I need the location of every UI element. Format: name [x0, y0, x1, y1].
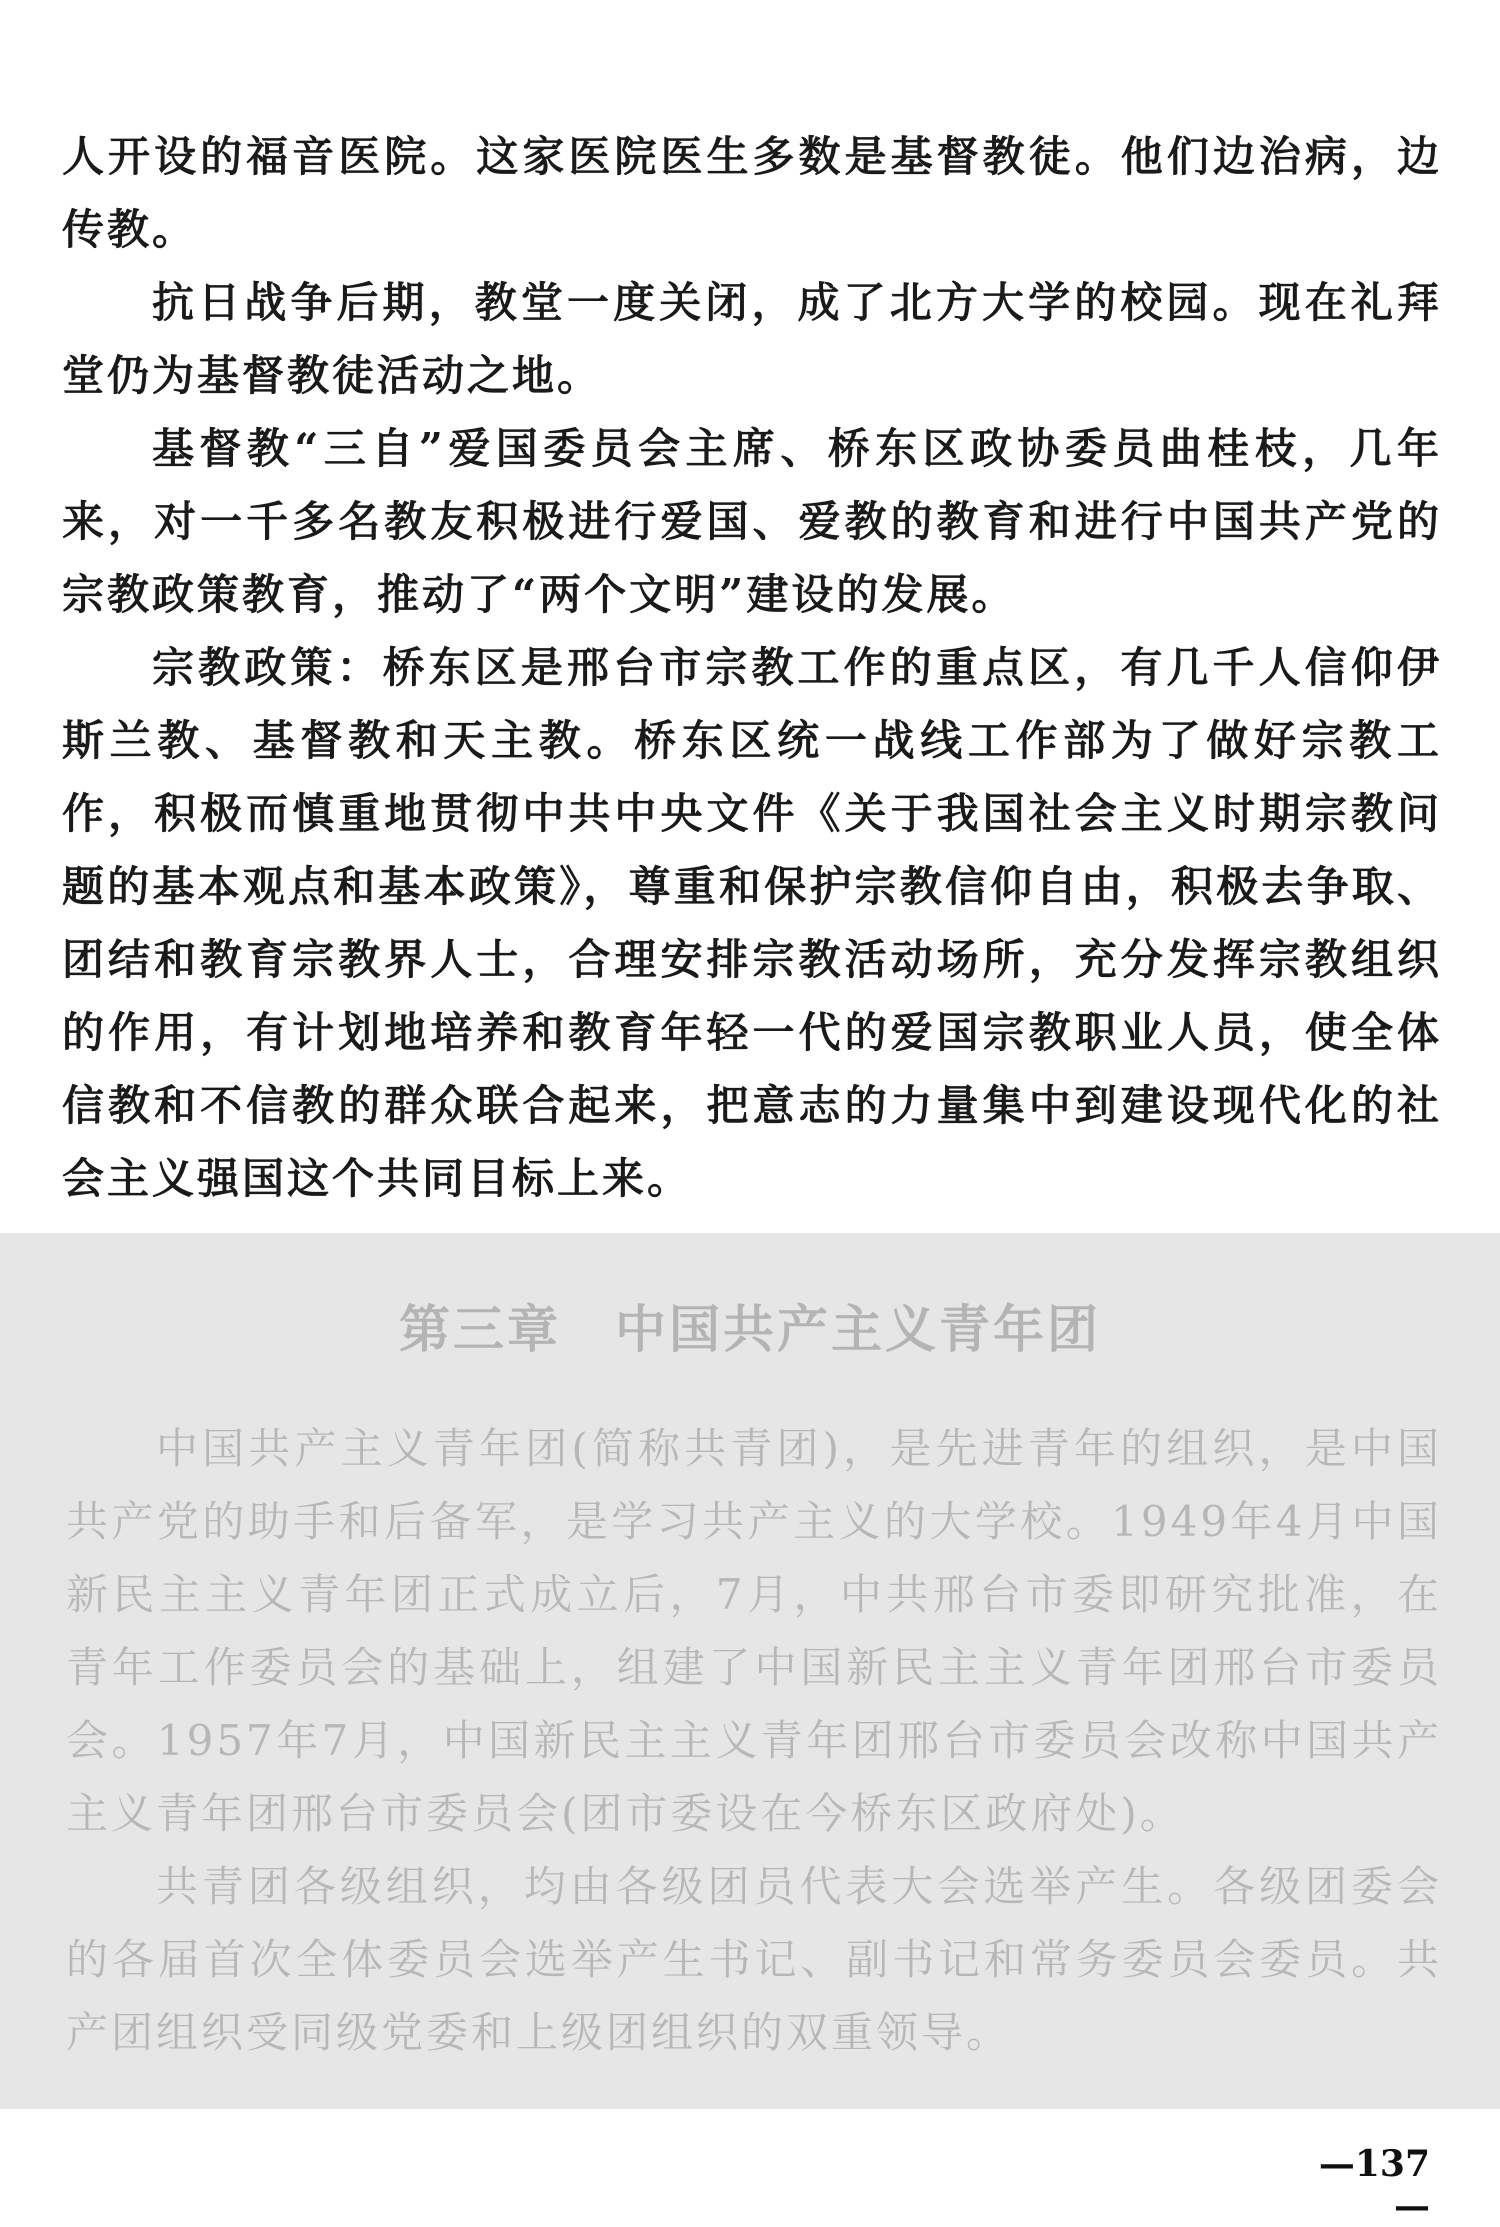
paragraph-religious-policy [62, 631, 1442, 1215]
paragraph-hospital [62, 120, 1442, 266]
chapter-title: 第三章 中国共产主义青年团 [398, 1301, 1101, 1360]
page-number: —137— [1318, 2143, 1430, 2227]
paragraph-text: 人开设的福音医院。这家医院医生多数是基督教徒。他们边治病，边传教。 [62, 132, 1442, 254]
paragraph-organization [66, 1850, 1442, 2069]
paragraph-youth-league [66, 1412, 1442, 1850]
paragraph-text: 抗日战争后期，教堂一度关闭，成了北方大学的校园。现在礼拜堂仍为基督教徒活动之地。 [62, 278, 1442, 400]
paragraph-text: 中国共产主义青年团(简称共青团)，是先进青年的组织，是中国共产党的助手和后备军，是学习共产主义的大学校。1949年4月中国新民主主义青年团正式成立后，7月，中共邢台市委即研究批准，在青年工作委员会的基础上，组建了中国新民主主义青年团邢台市委员会。1957年7月，中国新民主主义青年团邢台市委员会改称中国共产主义青年团邢台市委员会(团市委设在今桥东区政府处)。 [66, 1424, 1442, 1838]
paragraph-lead: 宗教政策： [152, 643, 383, 692]
paragraph-text: 基督教“三自”爱国委员会主席、桥东区政协委员曲桂枝，几年来，对一千多名教友积极进行爱国、爱教的教育和进行中国共产党的宗教政策教育，推动了“两个文明”建设的发展。 [62, 424, 1442, 619]
paragraph-text: 桥东区是邢台市宗教工作的重点区，有几千人信仰伊斯兰教、基督教和天主教。桥东区统一战线工作部为了做好宗教工作，积极而慎重地贯彻中共中央文件《关于我国社会主义时期宗教问题的基本观点和基本政策》，尊重和保护宗教信仰自由，积极去争取、团结和教育宗教界人士，合理安排宗教活动场所，充分发挥宗教组织的作用，有计划地培养和教育年轻一代的爱国宗教职业人员，使全体信教和不信教的群众联合起来，把意志的力量集中到建设现代化的社会主义强国这个共同目标上来。 [62, 643, 1442, 1203]
bottom-text-section [66, 1412, 1442, 2069]
top-text-section [62, 120, 1442, 1215]
paragraph-text: 共青团各级组织，均由各级团员代表大会选举产生。各级团委会的各届首次全体委员会选举产生书记、副书记和常务委员会委员。共产团组织受同级党委和上级团组织的双重领导。 [66, 1862, 1442, 2057]
paragraph-committee [62, 412, 1442, 631]
paragraph-church [62, 266, 1442, 412]
